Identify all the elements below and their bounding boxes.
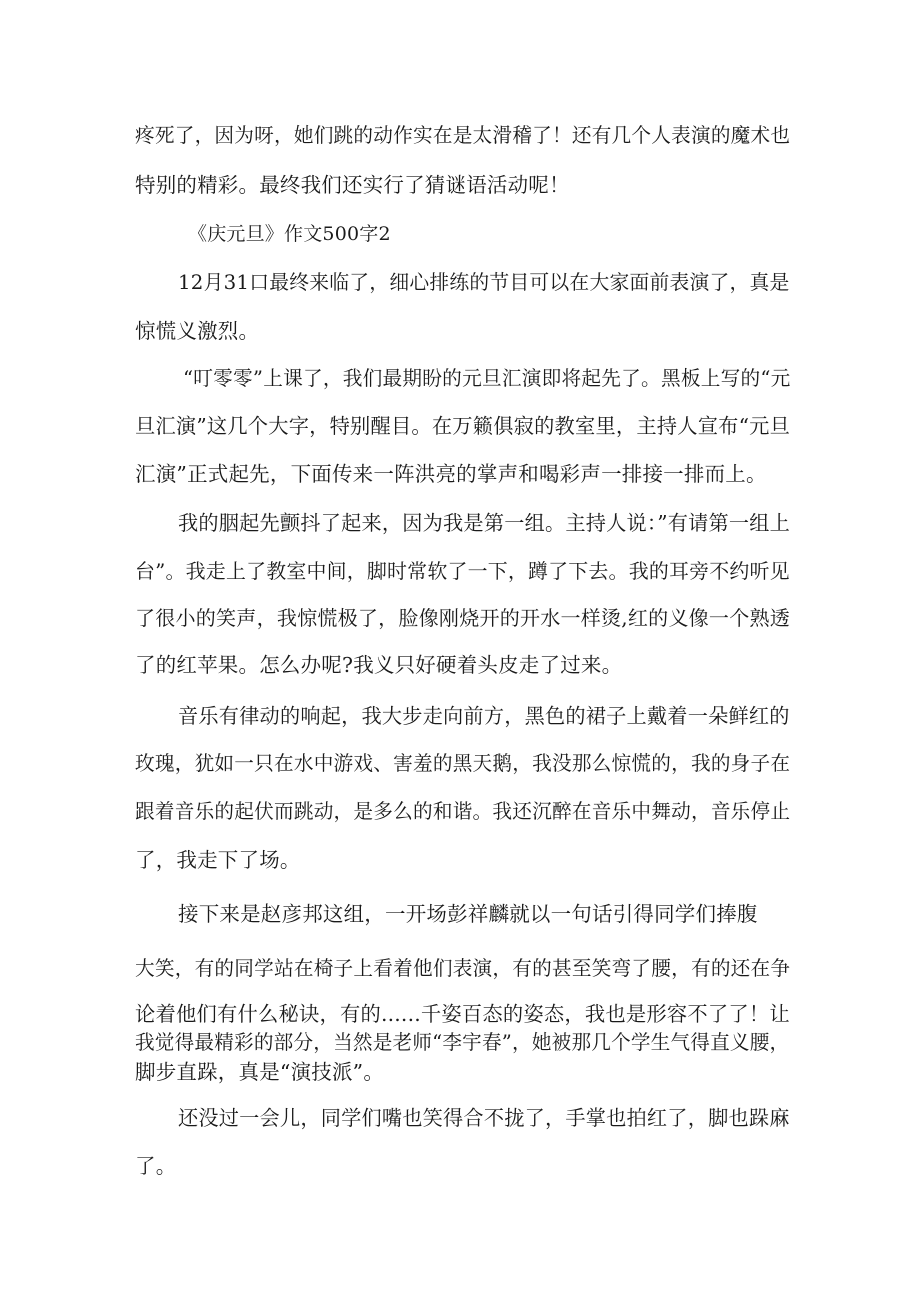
text-line: 了。 xyxy=(135,1154,177,1178)
text-line: 音乐有律动的响起，我大步走向前方，黑色的裙子上戴着一朵鲜红的 xyxy=(178,704,790,728)
section-title: 《庆元旦》作文500字2 xyxy=(188,223,391,245)
text-line: 跟着音乐的起伏而跳动，是多么的和谐。我还沉醉在音乐中舞动，音乐停止 xyxy=(135,800,791,823)
text-line: 玫瑰，犹如一只在水中游戏、害羞的黑天鹅，我没那么惊慌的，我的身子在 xyxy=(135,752,791,775)
text-line: 大笑，有的同学站在椅子上看着他们表演，有的甚至笑弯了腰，有的还在争 xyxy=(135,957,791,980)
text-line: “叮零零”上课了，我们最期盼的元旦汇演即将起先了。黑板上写的“元 xyxy=(183,367,791,390)
text-line: 了，我走下了场。 xyxy=(135,848,301,872)
text-line: 还没过一会儿，同学们嘴也笑得合不拢了，手掌也拍红了，脚也跺麻 xyxy=(178,1106,790,1130)
text-line: 疼死了，因为呀，她们跳的动作实在是太滑稽了！还有几个人表演的魔术也 xyxy=(135,124,791,147)
text-line: 接下来是赵彦邦这组，一开场彭祥麟就以一句话引得同学们捧腹 xyxy=(178,902,758,926)
text-line: 论着他们有什么秘诀，有的......千姿百态的姿态，我也是形容不了了！让 xyxy=(135,1002,790,1026)
text-line: 汇演”正式起先，下面传来一阵洪亮的掌声和喝彩声一排接一排而上。 xyxy=(135,462,767,486)
text-line: 特别的精彩。最终我们还实行了猜谜语活动呢！ xyxy=(135,173,570,197)
text-line: 惊慌义激烈。 xyxy=(135,319,260,343)
text-line: 台”。我走上了教室中间，脚时常软了一下，蹲了下去。我的耳旁不约听见 xyxy=(135,559,790,583)
text-line: 了很小的笑声，我惊慌极了，脸像刚烧开的开水一样烫,红的义像一个熟透 xyxy=(135,606,790,630)
text-line: 脚步直跺，真是“演技派”。 xyxy=(135,1060,385,1084)
text-line: 我觉得最精彩的部分，当然是老师“李宇春”，她被那几个学生气得直义腰， xyxy=(135,1031,790,1054)
text-line: 旦汇演”这几个大字，特别醒目。在万籁俱寂的教室里，主持人宣布“元旦 xyxy=(135,414,791,438)
text-line: 12月31口最终来临了，细心排练的节目可以在大家面前表演了，真是 xyxy=(178,271,790,294)
text-line: 我的胭起先颤抖了起来，因为我是第一组。主持人说：”有请第一组上 xyxy=(178,511,791,535)
text-line: 了的红苹果。怎么办呢?我义只好硬着头皮走了过来。 xyxy=(135,653,623,677)
